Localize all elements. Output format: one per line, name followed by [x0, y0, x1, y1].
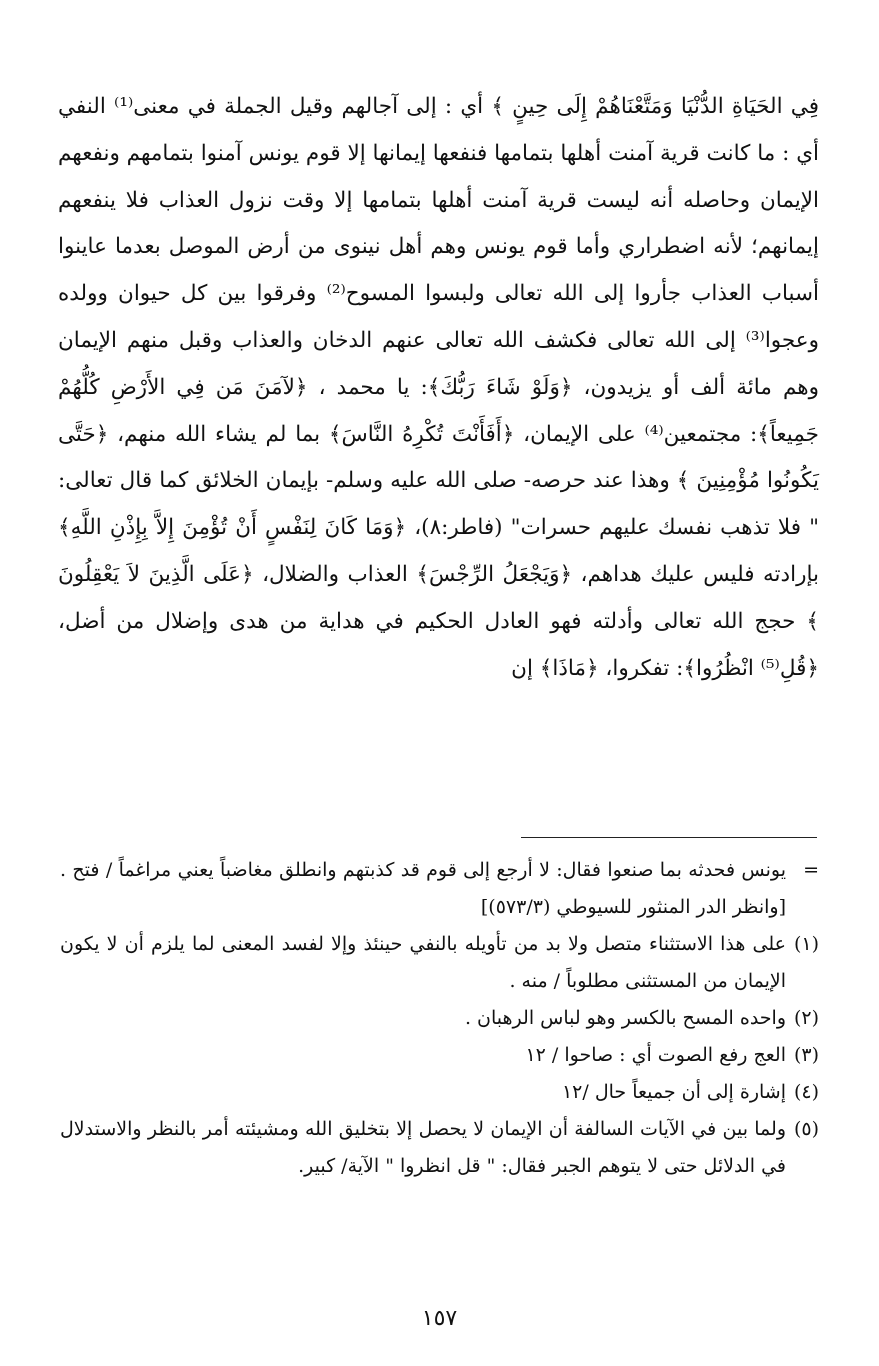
footnote-3: [60, 1037, 819, 1074]
page-number: ١٥٧: [421, 1306, 458, 1331]
footnote-5: [60, 1111, 819, 1185]
footnote-separator: [521, 837, 817, 838]
footnote-continuation: [60, 852, 819, 926]
footnote-number: (٤): [793, 1081, 819, 1103]
footnote-text: ولما بين في الآيات السالفة أن الإيمان لا يحصل إلا بتخليق الله ومشيئته أمر بالنظر والاستدلال في الدلائل حتى لا يتوهم الجبر فقال: " قل انظروا " الآية/ كبير.: [60, 1118, 786, 1177]
footnote-text: واحده المسح بالكسر وهو لباس الرهبان .: [464, 1007, 786, 1029]
footnote-text: العج رفع الصوت أي : صاحوا / ١٢: [525, 1044, 786, 1066]
footnote-number: (٥): [793, 1118, 819, 1140]
footnote-marker: =: [803, 859, 819, 881]
footnote-text: إشارة إلى أن جميعاً حال /١٢: [561, 1081, 786, 1103]
footnote-number: (١): [793, 933, 819, 955]
footnote-4: [60, 1074, 819, 1111]
footnote-1: [60, 926, 819, 1000]
footnote-number: (٣): [793, 1044, 819, 1066]
footnotes-section: [60, 852, 819, 1185]
main-paragraph: فِي الحَيَاةِ الدُّنْيَا وَمَتَّعْنَاهُمْ إِلَى حِينٍ ﴾ أي : إلى آجالهم وقيل الجملة في معنى⁽¹⁾ النفي أي : ما كانت قرية آمنت أهلها بتمامها فنفعها إيمانها إلا قوم يونس آمنوا بتمامهم ونفعهم الإيمان وحاصله أنه ليست قرية آمنت أهلها بتمامها إلا وقت نزول العذاب فلا ينفعهم إيمانهم؛ لأنه اضطراري وأما قوم يونس وهم أهل نينوى من أرض الموصل بعدما عاينوا أسباب العذاب جأروا إلى الله تعالى ولبسوا المسوح⁽²⁾ وفرقوا بين كل حيوان وولده وعجوا⁽³⁾ إلى الله تعالى فكشف الله تعالى عنهم الدخان والعذاب وقبل منهم الإيمان وهم مائة ألف أو يزيدون، ﴿وَلَوْ شَاءَ رَبُّكَ﴾: يا محمد ، ﴿لآمَنَ مَن فِي الأَرْضِ كُلُّهُمْ جَمِيعاً﴾: مجتمعين⁽⁴⁾ على الإيمان، ﴿أَفَأَنْتَ تُكْرِهُ النَّاسَ﴾ بما لم يشاء الله منهم، ﴿حَتَّى يَكُونُوا مُؤْمِنِينَ ﴾ وهذا عند حرصه- صلى الله عليه وسلم- بإيمان الخلائق كما قال تعالى: " فلا تذهب نفسك عليهم حسرات" (فاطر:٨)، ﴿وَمَا كَانَ لِنَفْسٍ أَنْ تُؤْمِنَ إِلاَّ بِإِذْنِ اللَّهِ﴾ بإرادته فليس عليك هداهم، ﴿وَيَجْعَلُ الرِّجْسَ﴾ العذاب والضلال، ﴿عَلَى الَّذِينَ لاَ يَعْقِلُونَ ﴾ حجج الله تعالى وأدلته فهو العادل الحكيم في هداية من هدى وإضلال من أضل، ﴿قُلِ⁽⁵⁾ انْظُرُوا﴾: تفكروا، ﴿مَاذَا﴾ إن: [58, 94, 820, 681]
footnote-text: يونس فحدثه بما صنعوا فقال: لا أرجع إلى قوم قد كذبتهم وانطلق مغاضباً يعني مراغماً / فتح .[وانظر الدر المنثور للسيوطي (٥٧٣/٣)]: [60, 859, 786, 918]
footnote-text: على هذا الاستثناء متصل ولا بد من تأويله بالنفي حينئذ وإلا لفسد المعنى لما يلزم أن لا يكون الإيمان من المستثنى مطلوباً / منه .: [60, 933, 786, 992]
footnote-number: (٢): [793, 1007, 819, 1029]
footnote-2: [60, 1000, 819, 1037]
